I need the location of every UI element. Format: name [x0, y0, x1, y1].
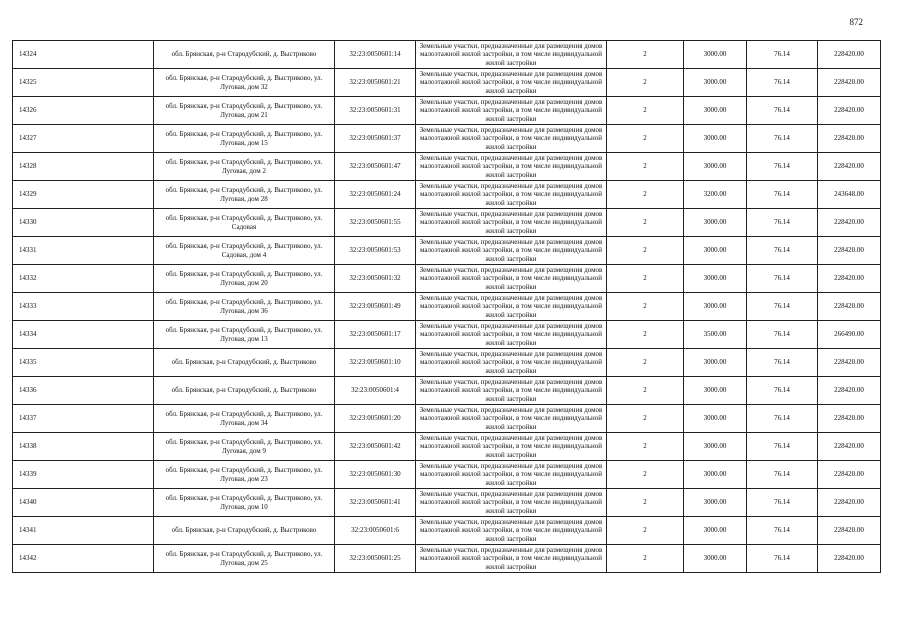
- category-cell: 2: [607, 209, 684, 237]
- address-cell: обл. Брянская, р-н Стародубский, д. Выстриково, ул. Луговая, дом 32: [154, 69, 335, 97]
- row-id: 14331: [19, 246, 37, 255]
- address-cell: обл. Брянская, р-н Стародубский, д. Выстриково, ул. Луговая, дом 9: [154, 433, 335, 461]
- address-cell: обл. Брянская, р-н Стародубский, д. Выстриково, ул. Садовая, дом 4: [154, 237, 335, 265]
- cadastral-number-cell: 32:23:0050601:42: [335, 433, 416, 461]
- land-registry-table: [12, 40, 881, 573]
- cadastral-value-cell: 228420.00: [818, 237, 881, 265]
- area-cell: 3000.00: [684, 377, 747, 405]
- cadastral-number-cell: 32:23:0050601:49: [335, 293, 416, 321]
- specific-value-cell: 76.14: [747, 41, 818, 69]
- area-cell: 3500.00: [684, 321, 747, 349]
- category-cell: 2: [607, 489, 684, 517]
- row-id: 14325: [19, 78, 37, 87]
- address-cell: обл. Брянская, р-н Стародубский, д. Выстриково: [154, 517, 335, 545]
- cadastral-value-cell: 228420.00: [818, 125, 881, 153]
- row-id: 14330: [19, 218, 37, 227]
- cadastral-value-cell: 228420.00: [818, 405, 881, 433]
- area-cell: 3000.00: [684, 293, 747, 321]
- table-row: [13, 265, 881, 293]
- specific-value-cell: 76.14: [747, 489, 818, 517]
- address-cell: обл. Брянская, р-н Стародубский, д. Выстриково, ул. Луговая, дом 20: [154, 265, 335, 293]
- area-cell: 3000.00: [684, 153, 747, 181]
- row-id-cell: [13, 69, 154, 97]
- address-cell: обл. Брянская, р-н Стародубский, д. Выстриково, ул. Луговая, дом 15: [154, 125, 335, 153]
- permitted-use-cell: Земельные участки, предназначенные для размещения домов малоэтажной жилой застройки, в том числе индивидуальной жилой застройки: [416, 433, 607, 461]
- specific-value-cell: 76.14: [747, 433, 818, 461]
- specific-value-cell: 76.14: [747, 545, 818, 573]
- table-row: [13, 97, 881, 125]
- table-row: [13, 237, 881, 265]
- category-cell: 2: [607, 461, 684, 489]
- row-id: 14329: [19, 190, 37, 199]
- address-cell: обл. Брянская, р-н Стародубский, д. Выстриково, ул. Луговая, дом 21: [154, 97, 335, 125]
- category-cell: 2: [607, 433, 684, 461]
- category-cell: 2: [607, 405, 684, 433]
- area-cell: 3000.00: [684, 461, 747, 489]
- cadastral-number-cell: 32:23:0050601:37: [335, 125, 416, 153]
- specific-value-cell: 76.14: [747, 97, 818, 125]
- cadastral-value-cell: 228420.00: [818, 41, 881, 69]
- cadastral-number-cell: 32:23:0050601:47: [335, 153, 416, 181]
- row-id-cell: [13, 321, 154, 349]
- specific-value-cell: 76.14: [747, 321, 818, 349]
- permitted-use-cell: Земельные участки, предназначенные для размещения домов малоэтажной жилой застройки, в том числе индивидуальной жилой застройки: [416, 321, 607, 349]
- area-cell: 3000.00: [684, 41, 747, 69]
- specific-value-cell: 76.14: [747, 237, 818, 265]
- row-id-cell: [13, 489, 154, 517]
- row-id-cell: [13, 405, 154, 433]
- category-cell: 2: [607, 237, 684, 265]
- cadastral-value-cell: 266490.00: [818, 321, 881, 349]
- table-row: [13, 489, 881, 517]
- category-cell: 2: [607, 293, 684, 321]
- table-row: [13, 461, 881, 489]
- cadastral-value-cell: 228420.00: [818, 461, 881, 489]
- specific-value-cell: 76.14: [747, 125, 818, 153]
- row-id: 14342: [19, 554, 37, 563]
- row-id: 14340: [19, 498, 37, 507]
- category-cell: 2: [607, 377, 684, 405]
- row-id-cell: [13, 209, 154, 237]
- cadastral-number-cell: 32:23:0050601:24: [335, 181, 416, 209]
- row-id-cell: [13, 265, 154, 293]
- row-id: 14332: [19, 274, 37, 283]
- category-cell: 2: [607, 97, 684, 125]
- cadastral-number-cell: 32:23:0050601:6: [335, 517, 416, 545]
- specific-value-cell: 76.14: [747, 153, 818, 181]
- address-cell: обл. Брянская, р-н Стародубский, д. Выстриково: [154, 41, 335, 69]
- address-cell: обл. Брянская, р-н Стародубский, д. Выстриково, ул. Садовая: [154, 209, 335, 237]
- category-cell: 2: [607, 69, 684, 97]
- address-cell: обл. Брянская, р-н Стародубский, д. Выстриково: [154, 349, 335, 377]
- permitted-use-cell: Земельные участки, предназначенные для размещения домов малоэтажной жилой застройки, в том числе индивидуальной жилой застройки: [416, 377, 607, 405]
- area-cell: 3000.00: [684, 405, 747, 433]
- cadastral-value-cell: 228420.00: [818, 545, 881, 573]
- permitted-use-cell: Земельные участки, предназначенные для размещения домов малоэтажной жилой застройки, в том числе индивидуальной жилой застройки: [416, 517, 607, 545]
- row-id-cell: [13, 293, 154, 321]
- table-row: [13, 125, 881, 153]
- category-cell: 2: [607, 321, 684, 349]
- row-id-cell: [13, 125, 154, 153]
- row-id-cell: [13, 461, 154, 489]
- category-cell: 2: [607, 125, 684, 153]
- cadastral-value-cell: 228420.00: [818, 209, 881, 237]
- specific-value-cell: 76.14: [747, 461, 818, 489]
- permitted-use-cell: Земельные участки, предназначенные для размещения домов малоэтажной жилой застройки, в том числе индивидуальной жилой застройки: [416, 265, 607, 293]
- row-id-cell: [13, 349, 154, 377]
- row-id: 14335: [19, 358, 37, 367]
- cadastral-number-cell: 32:23:0050601:17: [335, 321, 416, 349]
- area-cell: 3000.00: [684, 489, 747, 517]
- cadastral-value-cell: 228420.00: [818, 349, 881, 377]
- cadastral-value-cell: 228420.00: [818, 489, 881, 517]
- category-cell: 2: [607, 265, 684, 293]
- row-id: 14328: [19, 162, 37, 171]
- cadastral-number-cell: 32:23:0050601:32: [335, 265, 416, 293]
- row-id: 14333: [19, 302, 37, 311]
- row-id: 14336: [19, 386, 37, 395]
- row-id-cell: [13, 377, 154, 405]
- permitted-use-cell: Земельные участки, предназначенные для размещения домов малоэтажной жилой застройки, в том числе индивидуальной жилой застройки: [416, 405, 607, 433]
- cadastral-number-cell: 32:23:0050601:41: [335, 489, 416, 517]
- cadastral-value-cell: 228420.00: [818, 377, 881, 405]
- row-id-cell: [13, 433, 154, 461]
- cadastral-number-cell: 32:23:0050601:31: [335, 97, 416, 125]
- table-body: [13, 41, 881, 573]
- address-cell: обл. Брянская, р-н Стародубский, д. Выстриково, ул. Луговая, дом 2: [154, 153, 335, 181]
- permitted-use-cell: Земельные участки, предназначенные для размещения домов малоэтажной жилой застройки, в том числе индивидуальной жилой застройки: [416, 41, 607, 69]
- permitted-use-cell: Земельные участки, предназначенные для размещения домов малоэтажной жилой застройки, в том числе индивидуальной жилой застройки: [416, 461, 607, 489]
- permitted-use-cell: Земельные участки, предназначенные для размещения домов малоэтажной жилой застройки, в том числе индивидуальной жилой застройки: [416, 97, 607, 125]
- permitted-use-cell: Земельные участки, предназначенные для размещения домов малоэтажной жилой застройки, в том числе индивидуальной жилой застройки: [416, 293, 607, 321]
- area-cell: 3000.00: [684, 349, 747, 377]
- row-id-cell: [13, 153, 154, 181]
- address-cell: обл. Брянская, р-н Стародубский, д. Выстриково, ул. Луговая, дом 34: [154, 405, 335, 433]
- permitted-use-cell: Земельные участки, предназначенные для размещения домов малоэтажной жилой застройки, в том числе индивидуальной жилой застройки: [416, 153, 607, 181]
- specific-value-cell: 76.14: [747, 377, 818, 405]
- category-cell: 2: [607, 517, 684, 545]
- row-id: 14334: [19, 330, 37, 339]
- area-cell: 3200.00: [684, 181, 747, 209]
- category-cell: 2: [607, 41, 684, 69]
- area-cell: 3000.00: [684, 125, 747, 153]
- area-cell: 3000.00: [684, 209, 747, 237]
- row-id: 14324: [19, 50, 37, 59]
- area-cell: 3000.00: [684, 69, 747, 97]
- address-cell: обл. Брянская, р-н Стародубский, д. Выстриково, ул. Луговая, дом 28: [154, 181, 335, 209]
- category-cell: 2: [607, 181, 684, 209]
- cadastral-value-cell: 243648.00: [818, 181, 881, 209]
- address-cell: обл. Брянская, р-н Стародубский, д. Выстриково, ул. Луговая, дом 23: [154, 461, 335, 489]
- permitted-use-cell: Земельные участки, предназначенные для размещения домов малоэтажной жилой застройки, в том числе индивидуальной жилой застройки: [416, 209, 607, 237]
- specific-value-cell: 76.14: [747, 405, 818, 433]
- row-id-cell: [13, 41, 154, 69]
- row-id-cell: [13, 237, 154, 265]
- table-row: [13, 405, 881, 433]
- cadastral-number-cell: 32:23:0050601:55: [335, 209, 416, 237]
- table-row: [13, 209, 881, 237]
- specific-value-cell: 76.14: [747, 265, 818, 293]
- area-cell: 3000.00: [684, 265, 747, 293]
- specific-value-cell: 76.14: [747, 209, 818, 237]
- row-id: 14327: [19, 134, 37, 143]
- cadastral-value-cell: 228420.00: [818, 265, 881, 293]
- table-row: [13, 293, 881, 321]
- cadastral-value-cell: 228420.00: [818, 97, 881, 125]
- table-row: [13, 41, 881, 69]
- cadastral-value-cell: 228420.00: [818, 153, 881, 181]
- permitted-use-cell: Земельные участки, предназначенные для размещения домов малоэтажной жилой застройки, в том числе индивидуальной жилой застройки: [416, 489, 607, 517]
- row-id-cell: [13, 181, 154, 209]
- address-cell: обл. Брянская, р-н Стародубский, д. Выстриково, ул. Луговая, дом 36: [154, 293, 335, 321]
- address-cell: обл. Брянская, р-н Стародубский, д. Выстриково: [154, 377, 335, 405]
- row-id: 14341: [19, 526, 37, 535]
- permitted-use-cell: Земельные участки, предназначенные для размещения домов малоэтажной жилой застройки, в том числе индивидуальной жилой застройки: [416, 349, 607, 377]
- table-row: [13, 349, 881, 377]
- table-row: [13, 545, 881, 573]
- permitted-use-cell: Земельные участки, предназначенные для размещения домов малоэтажной жилой застройки, в том числе индивидуальной жилой застройки: [416, 181, 607, 209]
- table-row: [13, 153, 881, 181]
- cadastral-value-cell: 228420.00: [818, 69, 881, 97]
- permitted-use-cell: Земельные участки, предназначенные для размещения домов малоэтажной жилой застройки, в том числе индивидуальной жилой застройки: [416, 237, 607, 265]
- cadastral-number-cell: 32:23:0050601:20: [335, 405, 416, 433]
- specific-value-cell: 76.14: [747, 181, 818, 209]
- address-cell: обл. Брянская, р-н Стародубский, д. Выстриково, ул. Луговая, дом 10: [154, 489, 335, 517]
- row-id: 14326: [19, 106, 37, 115]
- row-id: 14338: [19, 442, 37, 451]
- category-cell: 2: [607, 153, 684, 181]
- table-row: [13, 377, 881, 405]
- row-id-cell: [13, 97, 154, 125]
- row-id-cell: [13, 517, 154, 545]
- cadastral-value-cell: 228420.00: [818, 517, 881, 545]
- row-id: 14337: [19, 414, 37, 423]
- category-cell: 2: [607, 545, 684, 573]
- cadastral-value-cell: 228420.00: [818, 433, 881, 461]
- cadastral-number-cell: 32:23:0050601:25: [335, 545, 416, 573]
- permitted-use-cell: Земельные участки, предназначенные для размещения домов малоэтажной жилой застройки, в том числе индивидуальной жилой застройки: [416, 69, 607, 97]
- cadastral-value-cell: 228420.00: [818, 293, 881, 321]
- permitted-use-cell: Земельные участки, предназначенные для размещения домов малоэтажной жилой застройки, в том числе индивидуальной жилой застройки: [416, 125, 607, 153]
- specific-value-cell: 76.14: [747, 69, 818, 97]
- table-row: [13, 181, 881, 209]
- area-cell: 3000.00: [684, 237, 747, 265]
- table-row: [13, 433, 881, 461]
- cadastral-number-cell: 32:23:0050601:53: [335, 237, 416, 265]
- table-row: [13, 321, 881, 349]
- permitted-use-cell: Земельные участки, предназначенные для размещения домов малоэтажной жилой застройки, в том числе индивидуальной жилой застройки: [416, 545, 607, 573]
- page-number: 872: [849, 17, 863, 27]
- cadastral-number-cell: 32:23:0050601:30: [335, 461, 416, 489]
- category-cell: 2: [607, 349, 684, 377]
- row-id-cell: [13, 545, 154, 573]
- cadastral-number-cell: 32:23:0050601:21: [335, 69, 416, 97]
- specific-value-cell: 76.14: [747, 349, 818, 377]
- area-cell: 3000.00: [684, 545, 747, 573]
- specific-value-cell: 76.14: [747, 293, 818, 321]
- cadastral-number-cell: 32:23:0050601:14: [335, 41, 416, 69]
- area-cell: 3000.00: [684, 517, 747, 545]
- specific-value-cell: 76.14: [747, 517, 818, 545]
- address-cell: обл. Брянская, р-н Стародубский, д. Выстриково, ул. Луговая, дом 25: [154, 545, 335, 573]
- cadastral-number-cell: 32:23:0050601:10: [335, 349, 416, 377]
- area-cell: 3000.00: [684, 433, 747, 461]
- table-row: [13, 69, 881, 97]
- cadastral-number-cell: 32:23:0050601:4: [335, 377, 416, 405]
- row-id: 14339: [19, 470, 37, 479]
- address-cell: обл. Брянская, р-н Стародубский, д. Выстриково, ул. Луговая, дом 13: [154, 321, 335, 349]
- area-cell: 3000.00: [684, 97, 747, 125]
- table-row: [13, 517, 881, 545]
